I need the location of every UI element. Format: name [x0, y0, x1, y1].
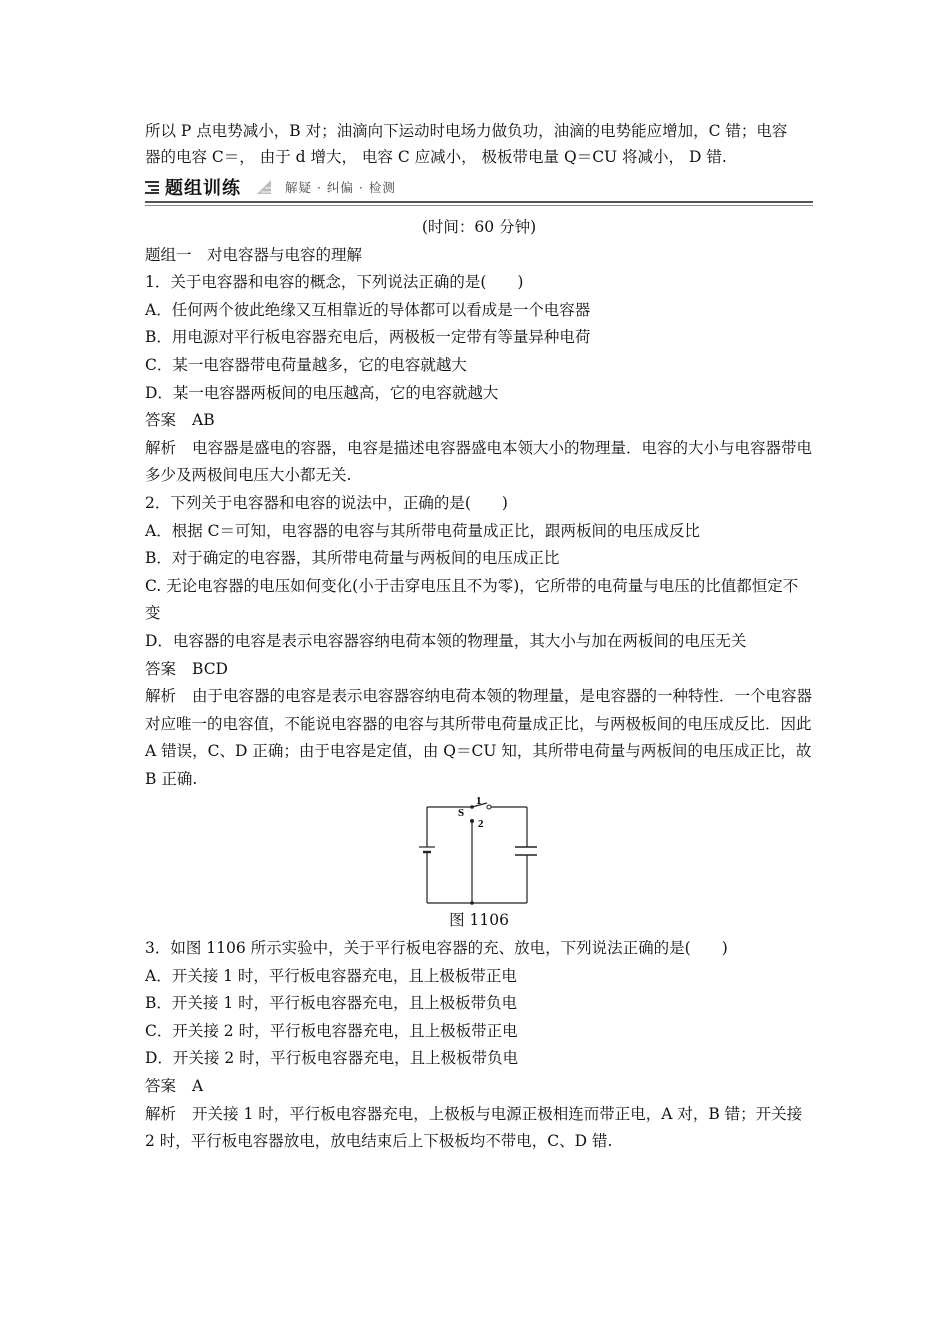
analysis-text: 电容器是盛电的容器，电容是描述电容器盛电本领大小的物理量．电容的大小与电容器带电多少及两极间电压大小都无关.	[145, 438, 813, 485]
q2-stem: 2．下列关于电容器和电容的说法中，正确的是( )	[145, 493, 508, 512]
intro-line-1: 所以 P 点电势减小，B 对；油滴向下运动时电场力做负功，油滴的电势能应增加，C 错；电容	[145, 122, 788, 140]
circuit-figure	[145, 795, 813, 907]
answer-label: 答案	[145, 1077, 177, 1096]
q2-option-b: B．对于确定的电容器，其所带电荷量与两板间的电压成正比	[145, 549, 560, 568]
circuit-diagram	[417, 795, 537, 907]
analysis-label: 解析	[145, 438, 177, 457]
q1-stem: 1．关于电容器和电容的概念，下列说法正确的是( )	[145, 273, 524, 292]
section-header	[145, 172, 813, 208]
intro-line-2: 器的电容 C＝， 由于 d 增大， 电容 C 应减小， 极板带电量 Q＝CU 将减小， D 错.	[145, 148, 727, 166]
section-title: 题组训练	[165, 178, 241, 199]
q3-answer	[145, 1073, 813, 1101]
q3-option-d: D．开关接 2 时，平行板电容器充电，且上极板带负电	[145, 1049, 519, 1068]
answer-value: AB	[192, 411, 215, 430]
section-subtitle: 解疑 · 纠偏 · 检测	[285, 180, 396, 195]
q1-analysis	[145, 435, 813, 490]
q1-option-c: C．某一电容器带电荷量越多，它的电容就越大	[145, 355, 467, 374]
q3-option-a: A．开关接 1 时，平行板电容器充电，且上极板带正电	[145, 966, 517, 985]
analysis-label: 解析	[145, 1104, 177, 1123]
answer-label: 答案	[145, 659, 177, 678]
q2-option-a: A．根据 C＝可知，电容器的电容与其所带电荷量成正比，跟两板间的电压成反比	[145, 521, 700, 540]
q3-option-c: C．开关接 2 时，平行板电容器充电，且上极板带正电	[145, 1021, 518, 1040]
group-title: 题组一 对电容器与电容的理解	[145, 245, 363, 264]
header-rule-thin	[145, 205, 813, 206]
q2-option-c: C. 无论电容器的电压如何变化(小于击穿电压且不为零)，它所带的电荷量与电压的比值都恒定不变	[145, 576, 799, 623]
q2-analysis	[145, 683, 813, 793]
switch-label: S	[458, 807, 465, 820]
q1-option-a: A．任何两个彼此绝缘又互相靠近的导体都可以看成是一个电容器	[145, 300, 591, 319]
answer-label: 答案	[145, 411, 177, 430]
analysis-text: 由于电容器的电容是表示电容器容纳电荷本领的物理量，是电容器的一种特性．一个电容器对应唯一的电容值，不能说电容器的电容与其所带电荷量成正比，与两极板间的电压成反比．因此 A 错误，C、D 正确；由于电容是定值，由 Q＝CU 知，其所带电荷量与两板间的电压成正比，故 B 正确.	[145, 687, 813, 788]
header-rule	[145, 201, 813, 203]
q1-option-d: D．某一电容器两板间的电压越高，它的电容就越大	[145, 383, 499, 402]
triangle-stripes-icon	[257, 180, 271, 194]
time-note: (时间：60 分钟)	[421, 218, 537, 236]
q3-analysis	[145, 1101, 813, 1156]
q2-answer	[145, 656, 813, 684]
answer-value: BCD	[192, 659, 228, 678]
q3-stem: 3．如图 1106 所示实验中，关于平行板电容器的充、放电，下列说法正确的是( )	[145, 939, 728, 958]
terminal-2-label: 2	[478, 818, 484, 831]
q3-option-b: B．开关接 1 时，平行板电容器充电，且上极板带负电	[145, 994, 518, 1013]
q1-answer	[145, 407, 813, 435]
terminal-1-label: 1	[476, 795, 482, 808]
document-page	[145, 118, 813, 1156]
answer-value: A	[192, 1077, 204, 1096]
figure-caption: 图 1106	[449, 911, 509, 930]
analysis-label: 解析	[145, 687, 177, 706]
q1-option-b: B．用电源对平行板电容器充电后，两极板一定带有等量异种电荷	[145, 328, 591, 347]
q2-option-d: D．电容器的电容是表示电容器容纳电荷本领的物理量，其大小与加在两板间的电压无关	[145, 631, 747, 650]
stripes-icon	[145, 180, 159, 194]
analysis-text: 开关接 1 时，平行板电容器充电，上极板与电源正极相连而带正电，A 对，B 错；开关接 2 时，平行板电容器放电，放电结束后上下极板均不带电，C、D 错.	[145, 1104, 803, 1151]
